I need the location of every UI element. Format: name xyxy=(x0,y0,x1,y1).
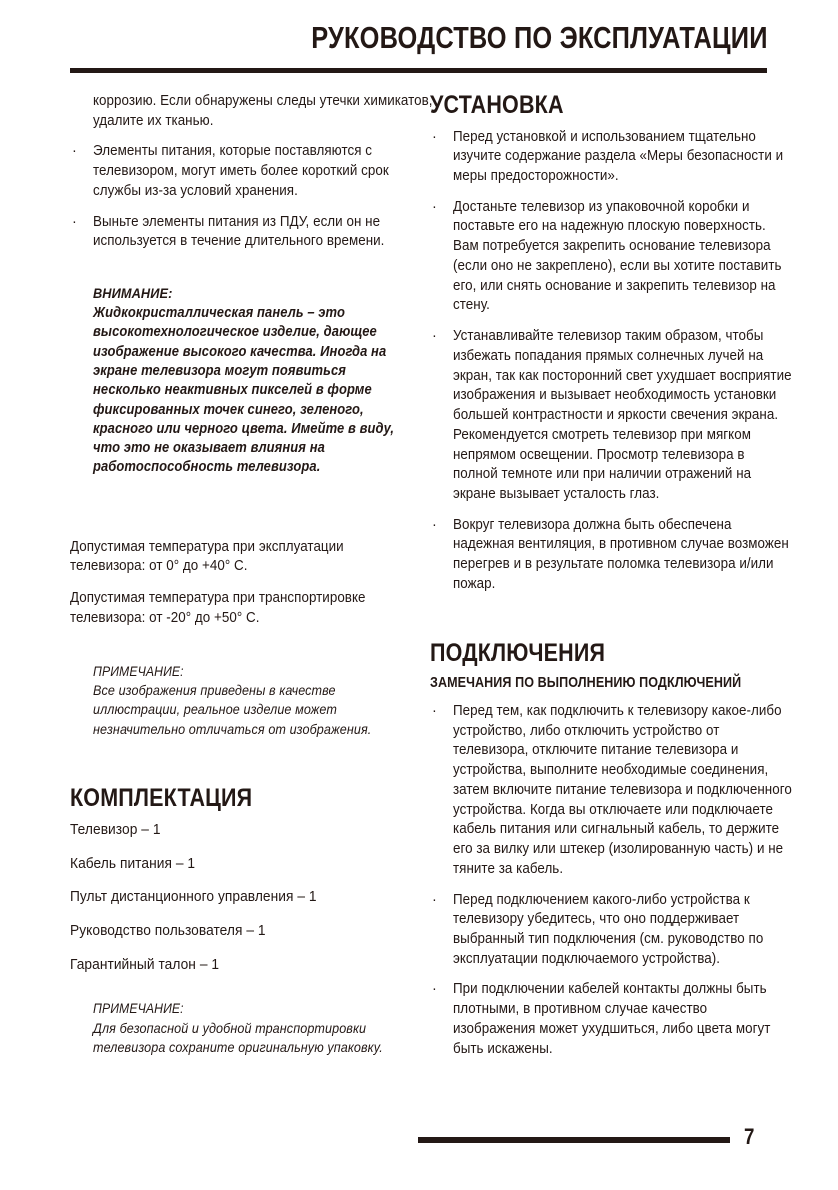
bullet-icon: · xyxy=(432,516,437,533)
bullet-icon: · xyxy=(432,198,437,215)
header-divider-rule xyxy=(70,68,767,73)
list-item xyxy=(430,516,789,595)
spacer xyxy=(70,641,413,663)
list-item: Телевизор – 1 xyxy=(70,821,161,838)
list-item-text: При подключении кабелей контакты должны быть плотными, в противном случае качество изображения может ухудшиться, либо цвета могут быть искажены. xyxy=(453,981,771,1057)
list-item xyxy=(430,980,770,1059)
list-item: Гарантийный талон – 1 xyxy=(70,957,220,974)
images-note-title: ПРИМЕЧАНИЕ: xyxy=(93,663,184,679)
bullet-icon: · xyxy=(432,128,437,145)
attention-notice-body: Жидкокристаллическая панель – это высокотехнологическое изделие, дающее изображение высокого качества. Иногда на экране телевизора могут появиться несколько неактивных пикселей в форме фиксированных точек синего, зеленого, красного или черного цвета. Имейте в виду, что это не оказывает влияния на работоспособность телевизора. xyxy=(93,305,395,476)
subheading-connection-notes: ЗАМЕЧАНИЯ ПО ВЫПОЛНЕНИЮ ПОДКЛЮЧЕНИЙ xyxy=(430,675,742,692)
attention-notice-title: ВНИМАНИЕ: xyxy=(93,286,173,303)
list-item xyxy=(430,702,792,880)
page-number: 7 xyxy=(744,1124,755,1149)
packaging-note xyxy=(70,1000,413,1057)
list-item xyxy=(70,213,413,252)
footer-divider-rule xyxy=(418,1137,730,1143)
page-title: РУКОВОДСТВО ПО ЭКСПЛУАТАЦИИ xyxy=(311,20,768,55)
packaging-note-body: Для безопасной и удобной транспортировки телевизора сохраните оригинальную упаковку. xyxy=(93,1019,383,1056)
attention-notice xyxy=(70,285,413,478)
list-item: Руководство пользователя – 1 xyxy=(70,923,266,940)
spacer xyxy=(70,263,413,285)
section-heading-installation: УСТАНОВКА xyxy=(430,91,564,119)
list-item: Пульт дистанционного управления – 1 xyxy=(70,889,317,906)
list-item-text: Вокруг телевизора должна быть обеспечена надежная вентиляция, в противном случае возможен перегрев и в результате поломка телевизора и/или пожар. xyxy=(453,516,789,592)
page-header xyxy=(0,22,768,55)
bullet-icon: · xyxy=(72,143,77,160)
list-item xyxy=(70,142,413,201)
bullet-icon: · xyxy=(72,213,77,230)
spec-operating-temperature: Допустимая температура при эксплуатации телевизора: от 0° до +40° С. xyxy=(70,538,344,575)
spacer xyxy=(430,606,770,640)
images-note-body: Все изображения приведены в качестве иллюстрации, реальное изделие может незначительно отличаться от изображения. xyxy=(93,682,372,737)
list-item xyxy=(430,327,792,505)
list-item xyxy=(430,198,782,316)
bullet-icon: · xyxy=(432,981,437,998)
images-note xyxy=(70,663,413,739)
bullet-icon: · xyxy=(432,891,437,908)
left-column xyxy=(70,92,433,1070)
spacer xyxy=(70,490,413,538)
spacer xyxy=(70,751,413,785)
list-item-text: Перед тем, как подключить к телевизору какое-либо устройство, либо отключить устройство от телевизора, отключите питание телевизора и устройства, выполните необходимые соединения, затем включите питание телевизора и подключенного устройства. Когда вы отключаете или подключаете кабель питания или сигнальный кабель, то держите его за вилку или штекер (изолированную часть) и не тяните за кабель. xyxy=(453,702,792,877)
continuation-paragraph: коррозию. Если обнаружены следы утечки химикатов, удалите их тканью. xyxy=(93,93,433,129)
list-item-text: Перед подключением какого-либо устройства к телевизору убедитесь, что оно поддерживает выбранный тип подключения (см. руководство по эксплуатации подключаемого устройства). xyxy=(453,891,764,967)
list-item-text: Выньте элементы питания из ПДУ, если он не используется в течение длительного времени. xyxy=(93,213,385,250)
list-item xyxy=(430,128,784,187)
packaging-note-title: ПРИМЕЧАНИЕ: xyxy=(93,1001,184,1017)
bullet-icon: · xyxy=(432,328,437,345)
spacer xyxy=(70,990,413,1000)
section-heading-package: КОМПЛЕКТАЦИЯ xyxy=(70,784,253,813)
spec-transport-temperature: Допустимая температура при транспортировке телевизора: от -20° до +50° С. xyxy=(70,590,366,626)
list-item: Кабель питания – 1 xyxy=(70,855,196,872)
right-column xyxy=(430,91,792,1070)
section-heading-connections: ПОДКЛЮЧЕНИЯ xyxy=(430,638,606,667)
list-item xyxy=(430,891,770,970)
bullet-icon: · xyxy=(432,702,437,719)
list-item-text: Элементы питания, которые поставляются с телевизором, могут иметь более короткий срок службы из-за условий хранения. xyxy=(93,143,389,199)
list-item-text: Устанавливайте телевизор таким образом, чтобы избежать попадания прямых солнечных лучей на экран, так как посторонний свет ухудшает восприятие изображения и вызывает необходимость установки большей контрастности и яркости свечения экрана. Рекомендуется смотреть телевизор при мягком непрямом освещении. Просмотр телевизора в полной темноте или при наличии отражений на экране вызывает усталость глаз. xyxy=(453,328,792,502)
list-item-text: Достаньте телевизор из упаковочной коробки и поставьте его на надежную плоскую поверхность. Вам потребуется закрепить основание телевизора (если оно не закреплено), если вы хотите поставить его, или снять основание и закрепить телевизор на стену. xyxy=(453,198,782,314)
list-item-text: Перед установкой и использованием тщательно изучите содержание раздела «Меры безопасности и меры предосторожности». xyxy=(453,128,784,184)
